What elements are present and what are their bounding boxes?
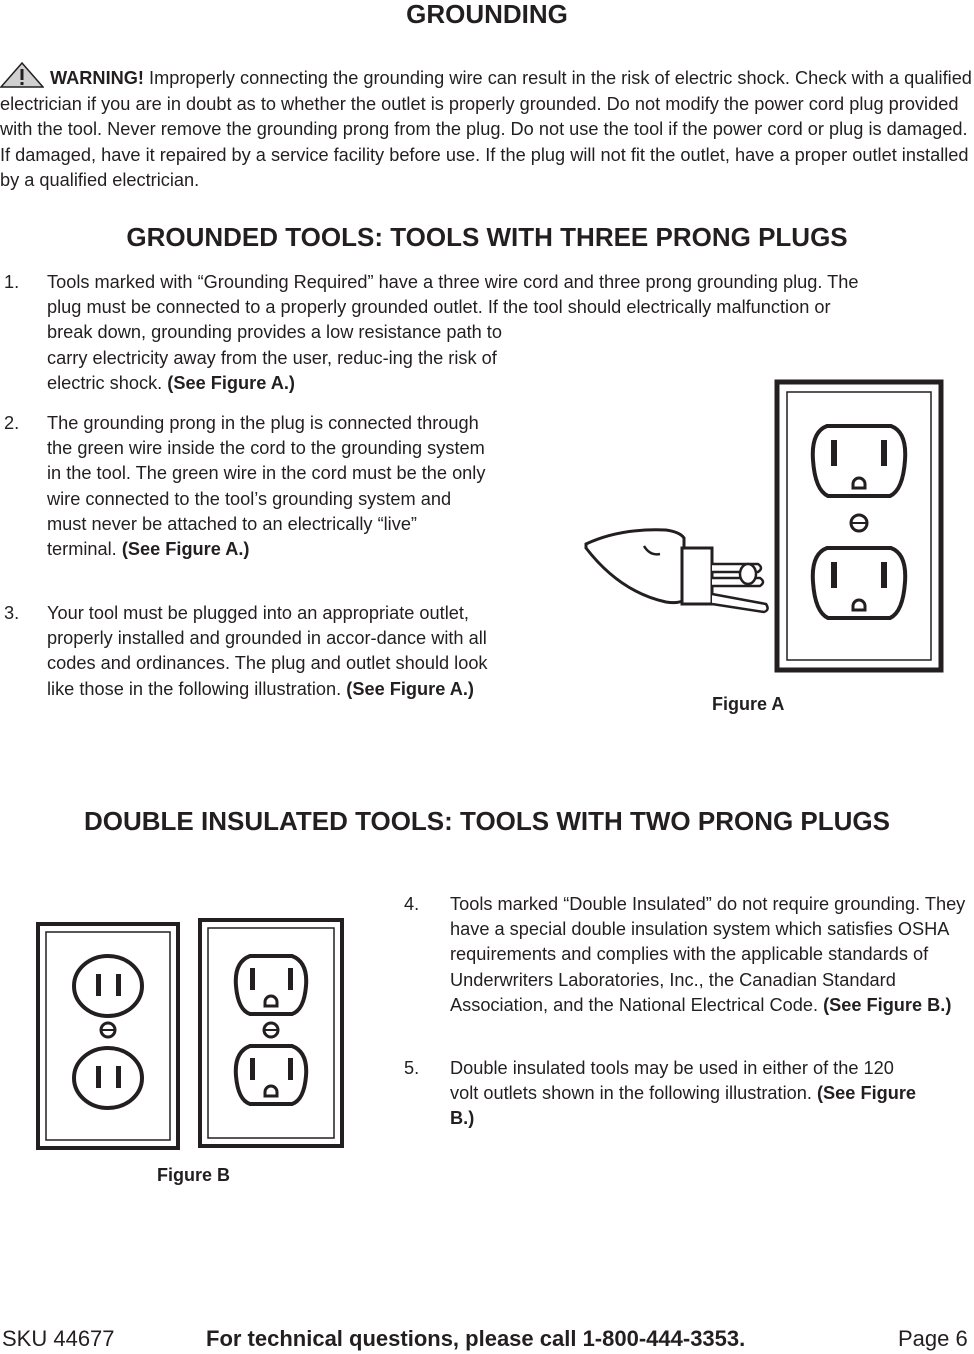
item-number: 1. (4, 272, 20, 292)
item-number: 4. (404, 894, 420, 914)
item-5-text: Double insulated tools may be used in either of the 120 volt outlets shown in the following illustration. (450, 1058, 894, 1104)
figure-b-reference: (See Figure B.) (450, 1083, 917, 1129)
footer-sku: SKU 44677 (2, 1326, 115, 1351)
item-number: 5. (404, 1058, 420, 1078)
warning-label: WARNING! (50, 68, 144, 88)
figure-a-reference: (See Figure A.) (167, 372, 295, 393)
warning-text: Improperly connecting the grounding wire can result in the risk of electric shock. Check with a qualified electrician if you are in doubt as to whether the outlet is properly grounded. Do not modify the power cord plug provided with the tool. Never remove the grounding prong from the plug. Do not use the tool if the power cord or plug is damaged. If damaged, have it repaired by a service facility before use. If the plug will not fit the outlet, have a proper outlet installed by a qualified electrician. (0, 68, 972, 191)
list-item-5 (404, 1056, 974, 1136)
footer-tech-support: For technical questions, please call 1-800-444-3353. (206, 1326, 746, 1351)
item-1-line1: Tools marked with “Grounding Required” have a three wire cord and three prong grounding plug. The (47, 272, 859, 292)
item-number: 2. (4, 413, 20, 433)
list-item-3 (0, 601, 520, 731)
page-title: GROUNDING (406, 0, 568, 29)
figure-a-reference: (See Figure A.) (121, 539, 250, 560)
figure-b-reference: (See Figure B.) (823, 994, 952, 1015)
figure-b-caption: Figure B (157, 1165, 231, 1185)
item-2-text: The grounding prong in the plug is connected through the green wire inside the cord to the grounding system in the tool. The green wire in the cord must be the only wire connected to the tool’s grounding system and must never be attached to an electrically “live” terminal. (47, 413, 486, 560)
figure-a-reference: (See Figure A.) (346, 678, 474, 699)
section2-heading: DOUBLE INSULATED TOOLS: TOOLS WITH TWO PRONG PLUGS (84, 806, 890, 836)
item-1-rest-paragraph (47, 320, 509, 396)
item-number: 3. (4, 603, 20, 623)
section1-heading: GROUNDED TOOLS: TOOLS WITH THREE PRONG PLUGS (126, 222, 848, 252)
item-1-rest: break down, grounding provides a low resistance path to carry electricity away from the user, reduc-ing the risk of electric shock. (47, 322, 502, 393)
list-item-2 (0, 411, 520, 591)
item-3-text: Your tool must be plugged into an appropriate outlet, properly installed and grounded in accor-dance with all codes and ordinances. The plug and outlet should look like those in the following illustration. (47, 603, 488, 699)
figure-b-illustration (34, 916, 354, 1158)
figure-a-illustration (580, 378, 950, 678)
item-1-line2: plug must be connected to a properly grounded outlet. If the tool should electrically malfunction or (47, 297, 831, 318)
warning-triangle-icon (0, 62, 44, 88)
list-item-4 (404, 892, 974, 1042)
warning-paragraph (0, 62, 972, 194)
item-4-text: Tools marked “Double Insulated” do not require grounding. They have a special double insulation system which satisfies OSHA requirements and complies with the applicable standards of Underwriters Laboratories, Inc., the Canadian Standard Association, and the National Electrical Code. (450, 894, 966, 1015)
footer-page-number: Page 6 (898, 1326, 968, 1351)
figure-a-caption: Figure A (712, 694, 785, 714)
